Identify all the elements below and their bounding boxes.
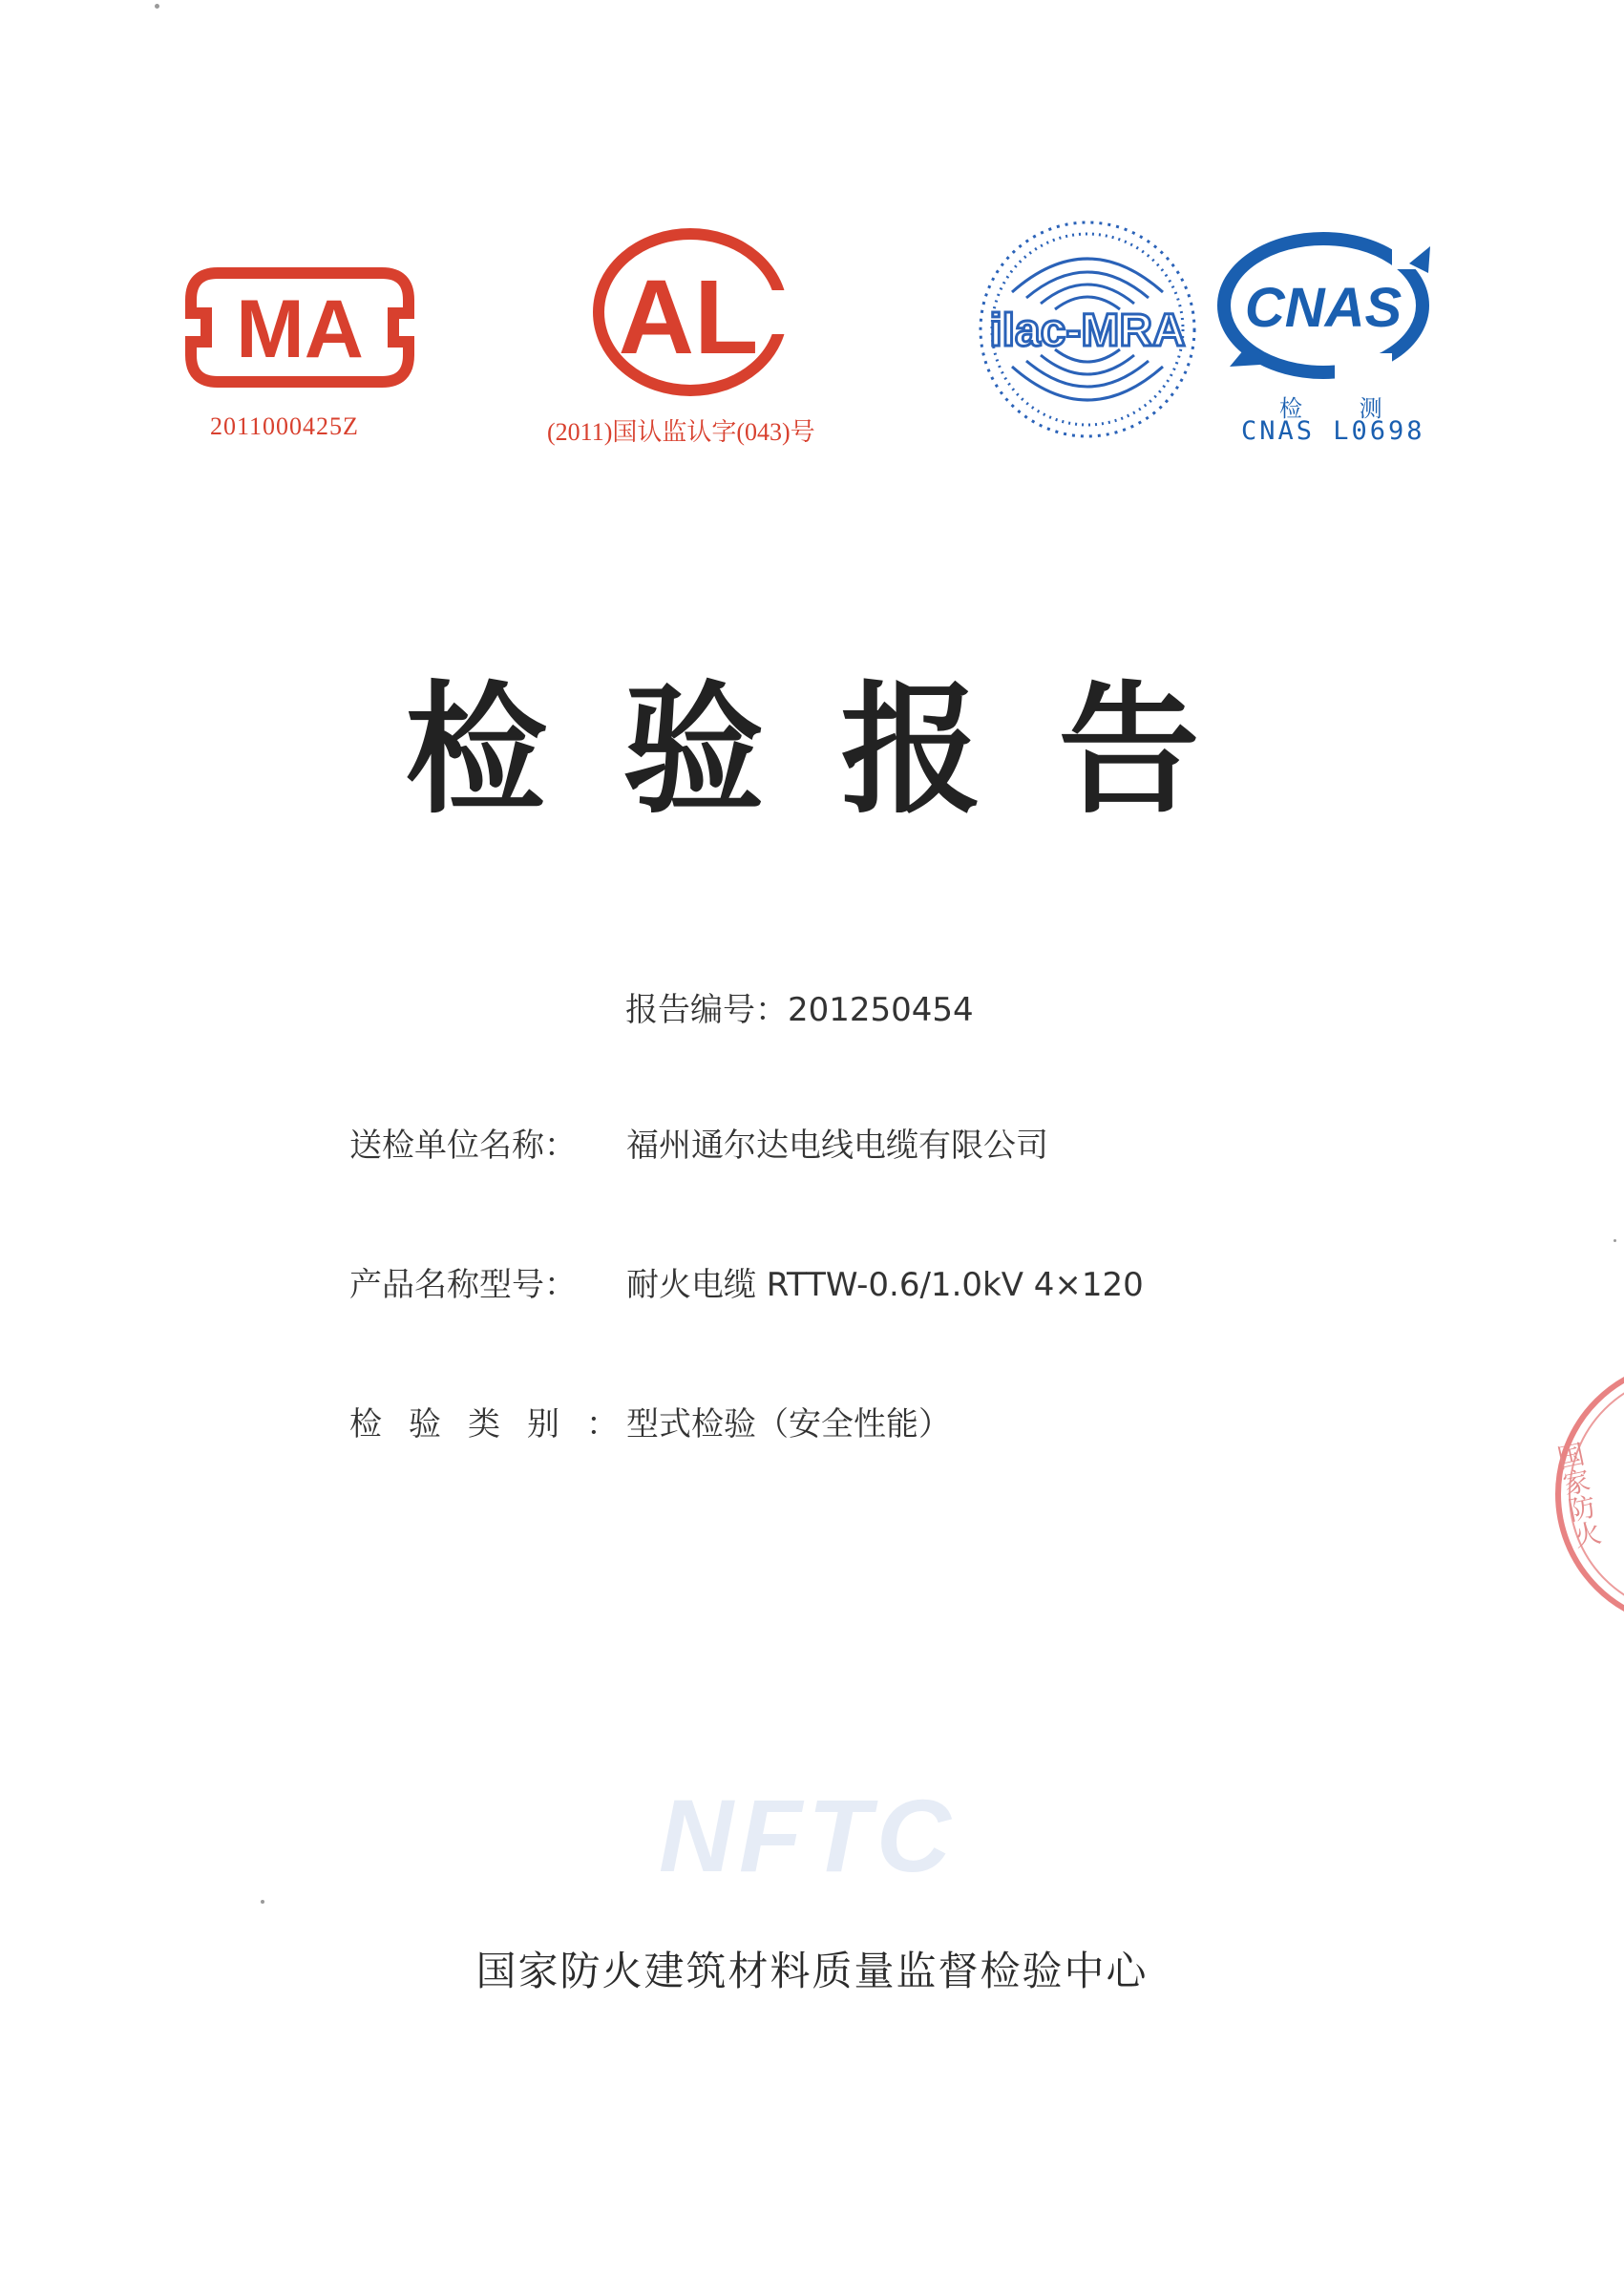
cnas-mark-text: CNAS [1244, 277, 1403, 339]
seal-text: 国家防火 [1550, 1439, 1605, 1551]
cnas-code: CNAS L0698 [1241, 416, 1425, 446]
cal-mark-icon [589, 223, 803, 401]
cma-mark-icon [179, 260, 420, 395]
cnas-subtitle: 检 测 [1279, 395, 1407, 422]
cnas-logo [1213, 225, 1438, 393]
field-label-product-model: 产品名称型号： [349, 1266, 577, 1304]
nftc-watermark: NFTC [659, 1778, 957, 1893]
field-value-submitting-unit: 福州通尔达电线电缆有限公司 [626, 1127, 1048, 1165]
report-number: 报告编号：201250454 [625, 991, 974, 1029]
cal-logo [589, 223, 803, 401]
cma-code: 2011000425Z [210, 412, 359, 440]
cma-mark-text: MA [236, 284, 364, 375]
scan-speck [261, 1900, 264, 1904]
report-title: 检验报告 [405, 668, 1276, 832]
cma-logo [179, 260, 420, 395]
cal-mark-text: AL [618, 259, 759, 376]
scan-speck [1613, 1239, 1616, 1242]
cal-code: (2011)国认监认字(043)号 [547, 418, 815, 446]
ilac-mra-logo [974, 216, 1201, 443]
field-label-inspection-type: 检验类别： [349, 1405, 645, 1444]
cnas-mark-icon [1213, 225, 1438, 393]
ilac-mark-text: ilac-MRA [989, 306, 1186, 356]
issuing-organization: 国家防火建筑材料质量监督检验中心 [475, 1948, 1149, 1994]
scan-speck [155, 4, 159, 9]
field-value-product-model: 耐火电缆 RTTW-0.6/1.0kV 4×120 [626, 1266, 1144, 1304]
field-value-inspection-type: 型式检验（安全性能） [626, 1405, 951, 1444]
field-label-submitting-unit: 送检单位名称： [349, 1127, 577, 1165]
ilac-mra-mark-icon [974, 216, 1201, 443]
